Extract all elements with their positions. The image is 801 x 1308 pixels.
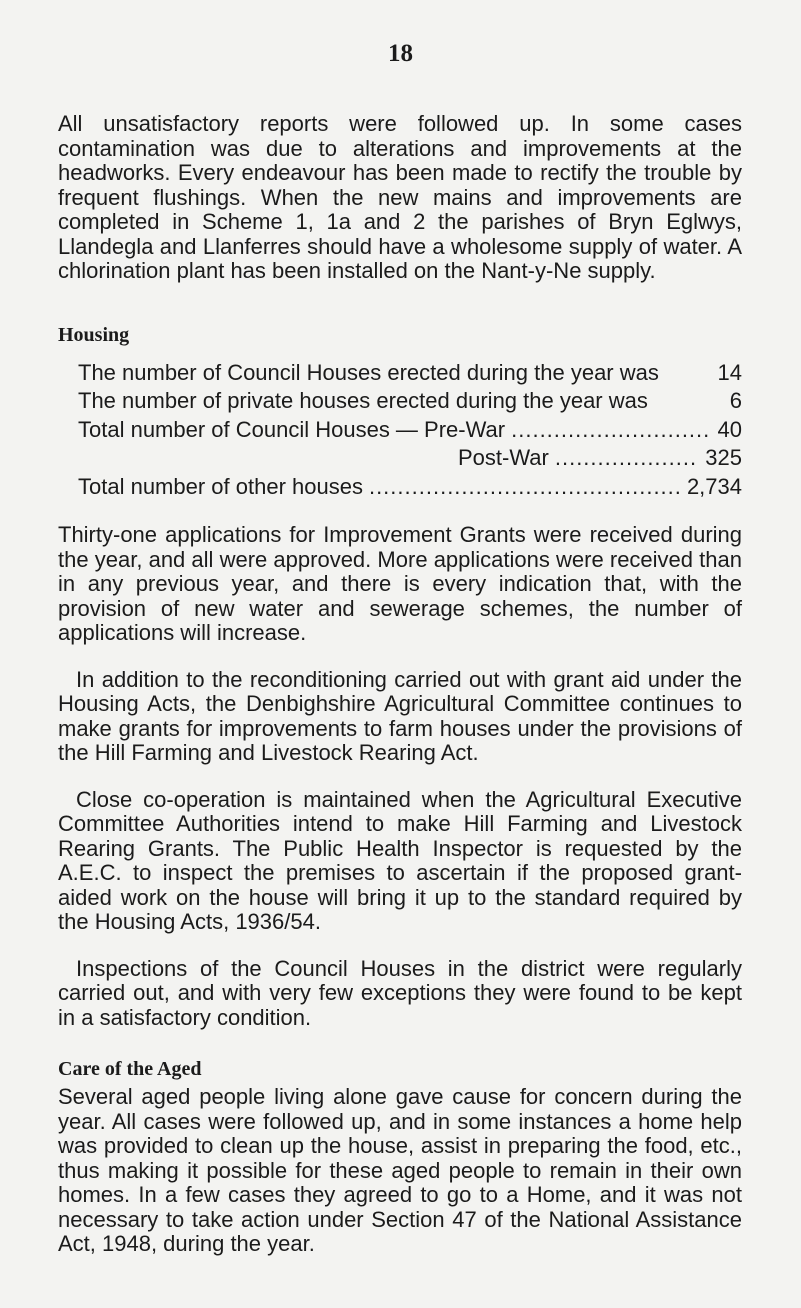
care-of-aged-paragraph: Several aged people living alone gave cause for concern during the year. All cases were followed up, and in some instances a home help was provided to clean up the house, assist in preparing the food, etc., thus making it possible for these aged people to remain in their own homes. In a few cases they agreed to go to a Home, and it was not necessary to take action under Section 47 of the National Assistance Act, 1948, during the year. [58, 1084, 742, 1257]
stat-row-private-houses-erected [78, 387, 742, 416]
stat-row-council-houses-erected [78, 359, 742, 388]
stat-value: 6 [729, 388, 742, 414]
intro-paragraph: All unsatisfactory reports were followed up. In some cases contamination was due to alterations and improvements at the headworks. Every endeavour has been made to rectify the trouble by frequent flushings. When the new mains and improvements are completed in Scheme 1, 1a and 2 the parishes of Bryn Eglwys, Llandegla and Llanferres should have a wholesome supply of water. A chlorination plant has been installed on the Nant-y-Ne supply. [58, 111, 742, 283]
page-number: 18 [388, 40, 413, 67]
stat-label: Post-War [458, 445, 549, 471]
stat-value: 40 [717, 416, 742, 442]
care-of-aged-heading: Care of the Aged [58, 1058, 202, 1081]
housing-paragraph-inspections: Inspections of the Council Houses in the district were regularly carried out, and with very few exceptions they were found to be kept in a satisfactory condition. [58, 955, 742, 1030]
stat-label: Total number of other houses [78, 473, 363, 499]
dot-leader [369, 473, 681, 502]
stat-row-council-houses-post-war [78, 444, 742, 473]
stat-value: 2,734 [686, 473, 742, 499]
stat-row-council-houses-pre-war [78, 416, 742, 445]
stat-value: 325 [705, 445, 742, 471]
housing-paragraph-co-operation: Close co-operation is maintained when the Agricultural Executive Committee Authorities intend to make Hill Farming and Livestock Rearing Grants. The Public Health Inspector is requested by the A.E.C. to inspect the premises to ascertain if the proposed grant-aided work on the house will bring it up to the standard required by the Housing Acts, 1936/54. [58, 786, 742, 935]
dot-leader [555, 444, 699, 473]
housing-stats [58, 359, 742, 502]
stat-label: The number of Council Houses erected during the year was [78, 359, 659, 385]
stat-value: 14 [717, 359, 742, 385]
stat-label: Total number of Council Houses — Pre-War [78, 416, 506, 442]
dot-leader [511, 416, 711, 445]
housing-paragraph-improvement-grants: Thirty-one applications for Improvement Grants were received during the year, and all were approved. More applications were received than in any previous year, and there is every indication that, with the provision of new water and sewerage schemes, the number of applications will increase. [58, 522, 742, 646]
stat-row-other-houses [78, 473, 742, 502]
housing-paragraph-reconditioning: In addition to the reconditioning carried out with grant aid under the Housing Acts, the Denbighshire Agricultural Committee continues to make grants for improvements to farm houses under the provisions of the Hill Farming and Livestock Rearing Act. [58, 666, 742, 766]
housing-heading: Housing [58, 323, 130, 346]
page-content [58, 112, 742, 1257]
stat-label: The number of private houses erected during the year was [78, 388, 648, 414]
